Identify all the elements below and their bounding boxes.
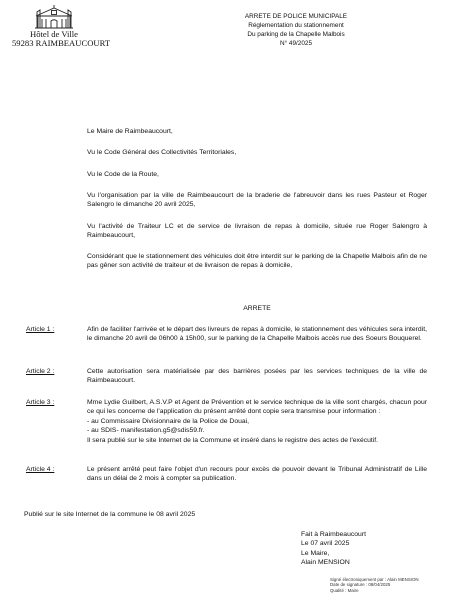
publication-notice: Publié sur le site Internet de la commune le 08 avril 2025 (24, 511, 196, 518)
signature-date: Le 07 avril 2025 (301, 540, 350, 548)
article-1-label: Article 1 : (26, 326, 55, 333)
article-3-text (87, 398, 427, 445)
decree-number: N° 49/2025 (279, 40, 313, 47)
preamble-code-route (87, 170, 427, 179)
esig-line: Qualité : Maire (330, 587, 359, 593)
article-line: - au Commissaire Divisionnaire de la Police de Douai, (87, 417, 250, 425)
preamble-line: Vu l'organisation par la ville de Raimbeaucourt de la braderie de l'abreuvoir dans les rues Pasteur et Roger Salengro le dimanche 20 avril 2025, (87, 192, 427, 209)
esig-line: Date de signature : 08/04/2025 (330, 582, 391, 588)
article-1-text (87, 325, 427, 344)
logo-line-2: 59283 RAIMBEAUCOURT (12, 38, 111, 48)
decree-heading: ARRETE (243, 305, 271, 312)
preamble-cgct (87, 148, 427, 157)
preamble-traiteur (87, 222, 427, 241)
article-4-label: Article 4 : (26, 466, 55, 473)
decree-title (186, 12, 406, 48)
preamble-line: Le Maire de Raimbeaucourt, (87, 128, 173, 135)
article-2-label: Article 2 : (26, 368, 55, 375)
article-2-text (87, 367, 427, 386)
title-line: Du parking de la Chapelle Malbois (247, 31, 345, 38)
preamble-line: Vu le Code Général des Collectivités Territoriales, (87, 149, 237, 156)
article-line: - au SDIS- manifestation.g5@sdis59.fr. (87, 427, 205, 435)
signature-role: Le Maire, (301, 549, 330, 557)
preamble-line: Vu l'activité de Traiteur LC et de service de livraison de repas à domicile, située rue Roger Salengro à Raimbeaucourt, (87, 223, 427, 240)
signature-block (301, 530, 366, 568)
preamble-considerant (87, 252, 427, 271)
logo-line-1: Hôtel de Ville (29, 29, 78, 39)
article-3-label: Article 3 : (26, 399, 55, 406)
title-line: ARRETE DE POLICE MUNICIPALE (244, 13, 348, 20)
signature-name: Alain MENSION (301, 559, 350, 567)
preamble-braderie (87, 191, 427, 210)
article-line: Cette autorisation sera matérialisée par des barrières posées par les services techniques de la ville de Raimbeaucourt. (87, 368, 427, 385)
article-line: Il sera publié sur le site Internet de la Commune et inséré dans le registre des actes de l'exécutif. (87, 436, 379, 444)
preamble-line: Considérant que le stationnement des véhicules doit être interdit sur le parking de la Chapelle Malbois afin de ne pas gêner son activité de traiteur et de livraison de repas à domicile, (87, 253, 427, 270)
signature-place: Fait à Raimbeaucourt (301, 531, 366, 538)
article-line: Le présent arrêté peut faire l'objet d'un recours pour excès de pouvoir devant le Tribunal Administratif de Lille dans un délai de 2 mois à compter sa publication. (87, 466, 427, 483)
article-line: Afin de faciliter l'arrivée et le départ des livreurs de repas à domicile, le stationnement des véhicules sera interdit, le dimanche 20 avril de 06h00 à 15h00, sur le parking de la Chapelle Malbois accès rue des Soeurs Bouquerel. (87, 326, 427, 343)
article-4-text (87, 465, 427, 484)
town-hall-logo (12, 4, 111, 48)
esig-line: Signé électroniquement par : Alain MENSION (330, 577, 419, 582)
title-line: Réglementation du stationnement (248, 22, 344, 29)
preamble-line: Vu le Code de la Route, (87, 171, 159, 178)
preamble-mayor (87, 127, 427, 136)
town-hall-icon (33, 4, 75, 30)
electronic-signature-stamp (330, 577, 419, 593)
article-line: Mme Lydie Guilbert, A.S.V.P et Agent de Prévention et le service technique de la ville sont chargés, chacun pour ce qui les concerne de l'application du présent arrêté dont copie sera transmise pour information : (87, 399, 427, 416)
